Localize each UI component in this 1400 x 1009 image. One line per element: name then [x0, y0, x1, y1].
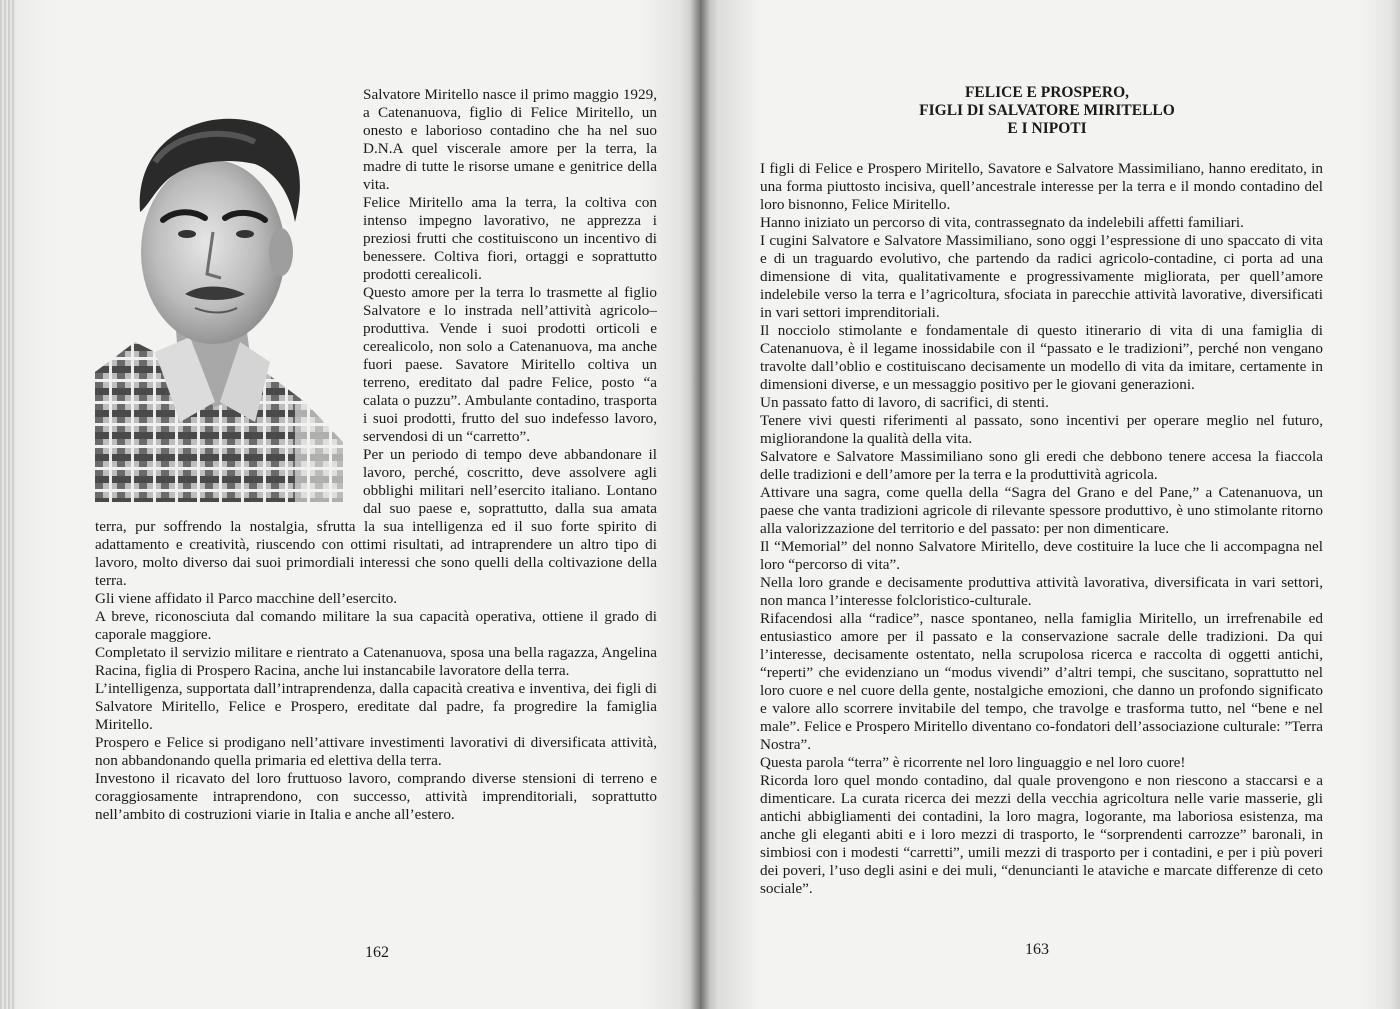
right-page-body [760, 160, 1323, 898]
paragraph: Attivare una sagra, come quella della “Sagra del Grano e del Pane,” a Catenanuova, un paese che vanta tradizioni agricole di rilevante spessore produttivo, è uno stimolante ritorno alla valorizzazione del territorio e del passato: per non dimenticare. [760, 484, 1323, 537]
paragraph: A breve, riconosciuta dal comando militare la sua capacità operativa, ottiene il grado di caporale maggiore. [95, 608, 657, 643]
heading-line: E I NIPOTI [1007, 120, 1087, 137]
paragraph: L’intelligenza, supportata dall’intraprendenza, dalla capacità creativa e inventiva, dei figli di Salvatore Miritello, Felice e Prospero, ereditate dal padre, fa progredire la famiglia Miritello. [95, 680, 657, 733]
paragraph: Completato il servizio militare e rientrato a Catenanuova, sposa una bella ragazza, Angelina Racina, figlia di Prospero Racina, anche lui instancabile lavoratore della terra. [95, 644, 657, 679]
portrait-photo [95, 102, 343, 502]
paragraph: Ricorda loro quel mondo contadino, dal quale provengono e non riescono a staccarsi e a dimenticare. La curata ricerca dei mezzi della vecchia agricoltura nelle varie masserie, gli antichi abbigliamenti dei contadini, la loro magra, logorante, ma laboriosa esistenza, ma anche gli eleganti abiti e i loro mezzi di trasporto, le “sorprendenti carrozze” baronali, in simbiosi con i modesti “carretti”, umili mezzi di trasporto per i contadini, e per i più poveri dei poveri, l’uso degli asini e dei muli, “denuncianti le ataviche e marcate differenze di ceto sociale”. [760, 772, 1323, 897]
paragraph: Gli viene affidato il Parco macchine dell’esercito. [95, 590, 398, 607]
paragraph: Rifacendosi alla “radice”, nasce spontaneo, nella famiglia Miritello, un irrefrenabile ed entusiastico amore per il passato e la conservazione sacrale delle tradizioni. Da qui l’interesse, decisamente ostentato, nella scrupolosa ricerca e raccolta di oggetti antichi, “reperti” che evidenziano un “modus vivendi” d’altri tempi, che suscitano, soprattutto nel loro cuore e nel cuore della gente, nostalgiche emozioni, che danno un profondo significato e valore allo scorrere invitabile del tempo, che travolge e trasforma tutto, nel “bene e nel male”. Felice e Prospero Miritello diventano co-fondatori dell’associazione culturale: ”Terra Nostra”. [760, 610, 1323, 753]
heading-line: FELICE E PROSPERO, [964, 84, 1130, 101]
paragraph: Un passato fatto di lavoro, di sacrifici, di stenti. [760, 394, 1049, 411]
paragraph: Prospero e Felice si prodigano nell’attivare investimenti lavorativi di diversificata attività, non abbandonando quella primaria ed elettiva della terra. [95, 734, 657, 769]
heading-line: FIGLI DI SALVATORE MIRITELLO [919, 102, 1175, 119]
page-number: 162 [365, 944, 389, 961]
left-page-body [95, 86, 657, 824]
page-number: 163 [1025, 941, 1049, 958]
book-gutter [690, 0, 710, 1009]
paragraph: Salvatore e Salvatore Massimiliano sono gli eredi che debbono tenere accesa la fiaccola delle tradizioni e dell’amore per la terra e la produttività agricola. [760, 448, 1323, 483]
paragraph: Investono il ricavato del loro fruttuoso lavoro, comprando diverse stensioni di terreno e coraggiosamente intraprendono, con successo, attività imprenditoriali, soprattutto nell’ambito di costruzioni viarie in Italia e anche all’estero. [95, 770, 657, 823]
paragraph: I cugini Salvatore e Salvatore Massimiliano, sono oggi l’espressione di uno spaccato di vita e di un traguardo evolutivo, che partendo da radici agricolo-contadine, ci porta ad una dimensione di vita, qualitativamente e progressivamente migliorata, per quell’amore indelebile verso la terra e l’agricoltura, sfociata in parecchie attività lavorative, diversificati in vari settori imprenditoriali. [760, 232, 1323, 321]
paragraph: Il nocciolo stimolante e fondamentale di questo itinerario di vita di una famiglia di Catenanuova, è il legame inossidabile con il “passato e le tradizioni”, perché non vengano travolte dall’oblio e costituiscano decisamente un modello di vita da imitare, certamente in dimensioni diverse, e un messaggio positivo per le giovani generazioni. [760, 322, 1323, 393]
chapter-heading [880, 84, 1214, 138]
paragraph: Il “Memorial” del nonno Salvatore Miritello, deve costituire la luce che li accompagna nel loro “percorso di vita”. [760, 538, 1323, 573]
page-edge [0, 0, 14, 1009]
paragraph: Salvatore Miritello nasce il primo maggio 1929, a Catenanuova, figlio di Felice Miritello, un onesto e laborioso contadino che ha nel suo D.N.A quel viscerale amore per la terra, la madre di tutte le risorse umane e genitrice della vita. [363, 86, 657, 193]
paragraph: I figli di Felice e Prospero Miritello, Savatore e Salvatore Massimiliano, hanno ereditato, in una forma piuttosto incisiva, quell’ancestrale interesse per la terra e il mondo contadino del loro bisnonno, Felice Miritello. [760, 160, 1323, 213]
paragraph: Hanno iniziato un percorso di vita, contrassegnato da indelebili affetti familiari. [760, 214, 1244, 231]
paragraph: Questa parola “terra” è ricorrente nel loro linguaggio e nel loro cuore! [760, 754, 1186, 771]
paragraph: Questo amore per la terra lo trasmette al figlio Salvatore e lo instrada nell’attività agricolo–produttiva. Vende i suoi prodotti orticoli e cerealicolo, non solo a Catenanuova, ma anche fuori paese. Savatore Miritello coltiva un terreno, ereditato dal padre Felice, posto “a calata o puzzu”. Ambulante contadino, trasporta i suoi prodotti, frutto del suo indefesso lavoro, servendosi di un “carretto”. [363, 284, 657, 445]
paragraph: Felice Miritello ama la terra, la coltiva con intenso impegno lavorativo, ne apprezza i preziosi frutti che costituiscono un incentivo di benessere. Coltiva fiori, ortaggi e soprattutto prodotti cerealicoli. [363, 194, 657, 283]
paragraph: Nella loro grande e decisamente produttiva attività lavorativa, diversificata in vari settori, non manca l’interesse folcloristico-culturale. [760, 574, 1323, 609]
paragraph: Tenere vivi questi riferimenti al passato, sono incentivi per operare meglio nel futuro, migliorandone la qualità della vita. [760, 412, 1323, 447]
paragraph: Per un periodo di tempo deve abbandonare il lavoro, perché, coscritto, deve assolvere agli obblighi militari nell’esercito italiano. Lontano dal suo paese e, soprattutto, dalla sua amata terra, pur soffrendo la nostalgia, sfrutta la sua intelligenza ed il suo forte spirito di adattamento e creatività, riuscendo con ottimi risultati, ad intraprendere un altro tipo di lavoro, molto diverso dai suoi primordiali interessi che sono quelli della coltivazione della terra. [95, 446, 657, 589]
